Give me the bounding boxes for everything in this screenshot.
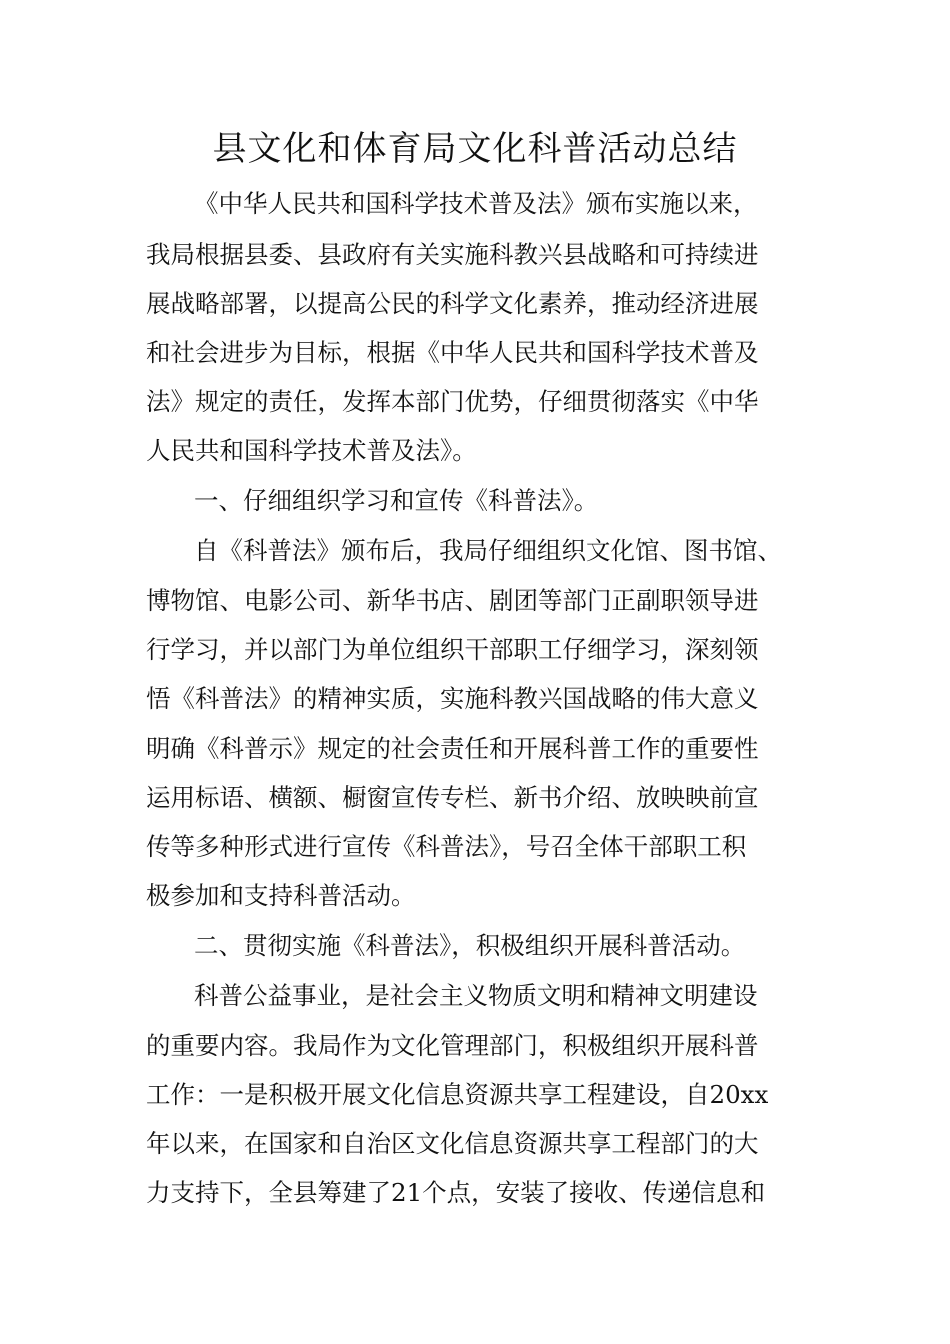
paragraph-line: 极参加和支持科普活动。 <box>146 881 416 910</box>
paragraph-line: 悟《科普法》的精神实质，实施科教兴国战略的伟大意义 <box>146 684 759 713</box>
paragraph-line: 《中华人民共和国科学技术普及法》颁布实施以来， <box>194 189 758 218</box>
paragraph-line: 运用标语、横额、橱窗宣传专栏、新书介绍、放映映前宣 <box>146 783 759 812</box>
paragraph-line: 博物馆、电影公司、新华书店、剧团等部门正副职领导进 <box>146 586 759 615</box>
paragraph-line: 工作：一是积极开展文化信息资源共享工程建设，自20xx <box>146 1080 769 1109</box>
paragraph-line: 年以来，在国家和自治区文化信息资源共享工程部门的大 <box>146 1129 759 1158</box>
paragraph-line: 科普公益事业，是社会主义物质文明和精神文明建设 <box>194 981 758 1010</box>
paragraph-line: 法》规定的责任，发挥本部门优势，仔细贯彻落实《中华 <box>146 387 759 416</box>
paragraph-line: 人民共和国科学技术普及法》。 <box>146 436 477 465</box>
paragraph-line: 和社会进步为目标，根据《中华人民共和国科学技术普及 <box>146 338 759 367</box>
section-heading: 二、贯彻实施《科普法》，积极组织开展科普活动。 <box>194 931 746 960</box>
paragraph-line: 我局根据县委、县政府有关实施科教兴县战略和可持续进 <box>146 240 759 269</box>
paragraph-line: 传等多种形式进行宣传《科普法》，号召全体干部职工积 <box>146 832 747 861</box>
paragraph-line: 的重要内容。我局作为文化管理部门，积极组织开展科普 <box>146 1031 759 1060</box>
document-title: 县文化和体育局文化科普活动总结 <box>212 129 738 169</box>
section-heading: 一、仔细组织学习和宣传《科普法》。 <box>194 486 599 515</box>
paragraph-line: 行学习，并以部门为单位组织干部职工仔细学习，深刻领 <box>146 635 759 664</box>
paragraph-line: 展战略部署，以提高公民的科学文化素养，推动经济进展 <box>146 289 759 318</box>
paragraph-line: 力支持下，全县筹建了21个点，安装了接收、传递信息和 <box>146 1178 766 1207</box>
paragraph-line: 自《科普法》颁布后，我局仔细组织文化馆、图书馆、 <box>194 536 782 565</box>
paragraph-line: 明确《科普示》规定的社会责任和开展科普工作的重要性 <box>146 734 759 763</box>
